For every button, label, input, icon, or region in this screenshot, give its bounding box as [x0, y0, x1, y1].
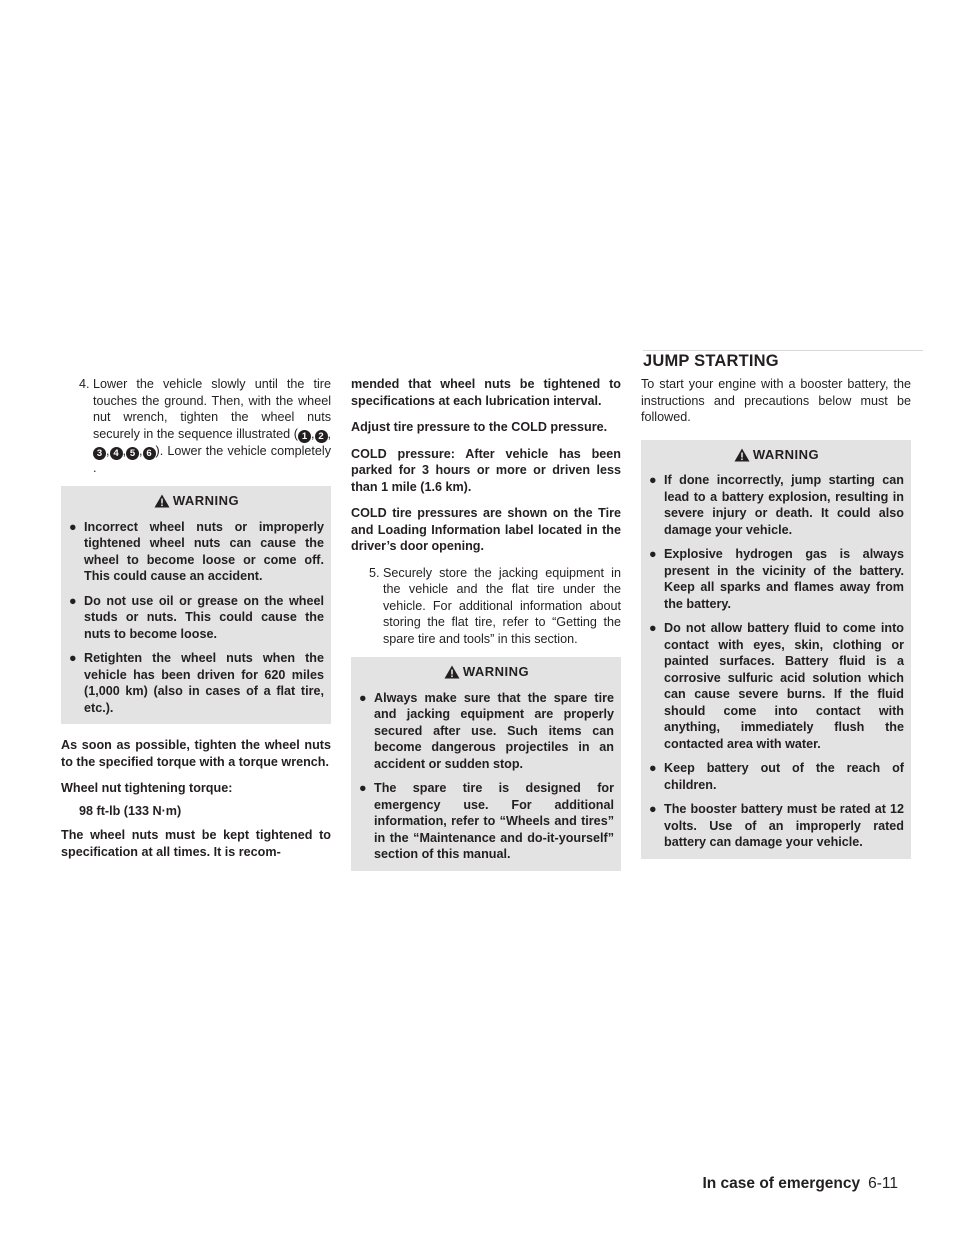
seq-number-5: 5: [126, 447, 139, 460]
paragraph-intro: To start your engine with a booster battery, the instructions and precautions below must be followed.: [641, 377, 911, 424]
paragraph-asap: As soon as possible, tighten the wheel nuts to the specified torque with a torque wrench.: [61, 738, 331, 769]
column-left: [61, 376, 331, 870]
warning-header: [69, 493, 324, 510]
page-footer: [702, 1175, 898, 1193]
warning-item: [69, 593, 324, 643]
warning-title: WARNING: [462, 664, 530, 679]
step-4-text-part1: Lower the vehicle slowly until the tire touches the ground. Then, with the wheel nut wrench, tighten the wheel nuts securely in the sequence illustrated (: [93, 377, 331, 441]
warning-item-text: Always make sure that the spare tire and jacking equipment are properly secured after use. Such items can become dangerous projectiles in an accident or sudden stop.: [374, 690, 614, 771]
torque-label: Wheel nut tightening torque:: [61, 781, 233, 795]
bullet-icon: ●: [69, 651, 77, 665]
warning-item: [69, 519, 324, 585]
warning-item: [649, 620, 904, 752]
warning-item: [359, 690, 614, 773]
step-4-text-part2: ). Lower the vehicle completely .: [93, 443, 331, 475]
step-5-text: Securely store the jacking equipment in the vehicle and the flat tire under the vehicle. For additional information about storing the flat tire, refer to “Getting the spare tire and tools” in this section.: [383, 565, 621, 646]
paragraph-continued: mended that wheel nuts be tightened to specifications at each lubrication interval.: [351, 377, 621, 408]
step-number: 5.: [369, 565, 380, 580]
warning-item-text: The booster battery must be rated at 12 volts. Use of an improperly rated battery can damage your vehicle.: [664, 802, 904, 849]
warning-item: [69, 650, 324, 716]
step-number: 4.: [79, 377, 90, 391]
bullet-icon: ●: [649, 547, 657, 561]
step-4: 4. Lower the vehicle slowly until the tire touches the ground. Then, with the wheel nut wrench, tighten the wheel nuts securely in the sequence illustrated ( 1 , 2 ,3 , 4 , 5 , 6 ). Lower the vehicle completely .: [79, 377, 331, 475]
warning-title: WARNING: [172, 493, 240, 508]
bullet-icon: ●: [359, 781, 367, 795]
warning-title: WARNING: [752, 446, 820, 462]
warning-triangle-icon: [154, 494, 170, 508]
bullet-icon: ●: [69, 593, 77, 608]
bullet-icon: ●: [649, 802, 657, 816]
seq-number-1: 1: [298, 430, 311, 443]
column-middle: [351, 376, 621, 884]
warning-item-text: Explosive hydrogen gas is always present in the vicinity of the battery. Keep all sparks and flames away from the battery.: [664, 547, 904, 611]
warning-item: [649, 472, 904, 538]
warning-item: [649, 760, 904, 793]
warning-item: [649, 546, 904, 612]
paragraph-kept-tightened: The wheel nuts must be kept tightened to specification at all times. It is recom-: [61, 828, 331, 859]
paragraph-cold-shown: COLD tire pressures are shown on the Tire and Loading Information label located in the driver’s door opening.: [351, 506, 621, 553]
warning-item-text: Incorrect wheel nuts or improperly tightened wheel nuts can cause the wheel to become loose or come off. This could cause an accident.: [84, 519, 324, 583]
warning-item-text: Do not use oil or grease on the wheel studs or nuts. This could cause the nuts to become loose.: [84, 593, 324, 641]
warning-item-text: If done incorrectly, jump starting can lead to a battery explosion, resulting in severe injury or death. It could also damage your vehicle.: [664, 473, 904, 537]
torque-value: 98 ft-lb (133 N·m): [79, 803, 182, 818]
footer-page-number: 6-11: [868, 1175, 898, 1192]
warning-item-text: Keep battery out of the reach of children.: [664, 761, 904, 792]
section-title: JUMP STARTING: [643, 350, 923, 371]
bullet-icon: ●: [649, 473, 657, 487]
warning-item: [359, 780, 614, 863]
paragraph-cold-pressure: COLD pressure: After vehicle has been parked for 3 hours or more or driven less than 1 mile (1.6 km).: [351, 446, 621, 494]
bullet-icon: ●: [649, 621, 657, 635]
step-5: [351, 565, 621, 648]
warning-item: [649, 801, 904, 851]
seq-number-6: 6: [143, 447, 156, 460]
warning-item-text: The spare tire is designed for emergency use. For additional information, refer to “Wheels and tires” in the “Maintenance and do-it-yourself” section of this manual.: [374, 781, 614, 861]
warning-box-1: [61, 486, 331, 724]
bullet-icon: ●: [649, 761, 657, 775]
warning-box-2: [351, 657, 621, 871]
bullet-icon: ●: [69, 519, 77, 534]
bullet-icon: ●: [359, 690, 367, 705]
paragraph-adjust-pressure: Adjust tire pressure to the COLD pressure.: [351, 420, 608, 434]
warning-triangle-icon: [444, 665, 460, 679]
seq-number-4: 4: [110, 447, 123, 460]
seq-number-2: 2: [315, 430, 328, 443]
warning-header: [649, 447, 904, 464]
warning-item-text: Do not allow battery fluid to come into contact with eyes, skin, clothing or painted surfaces. Battery fluid is a corrosive sulfuric acid solution which can cause severe burns. If the fluid should come into contact with anything, immediately flush the contacted area with water.: [664, 621, 904, 751]
seq-number-3: 3: [93, 447, 106, 460]
warning-box-3: [641, 440, 911, 859]
warning-header: [359, 664, 614, 681]
warning-item-text: Retighten the wheel nuts when the vehicle has been driven for 620 miles (1,000 km) (also in cases of a flat tire, etc.).: [84, 651, 324, 715]
warning-triangle-icon: [734, 448, 750, 462]
column-right: [641, 376, 911, 872]
footer-chapter: In case of emergency: [702, 1175, 861, 1192]
